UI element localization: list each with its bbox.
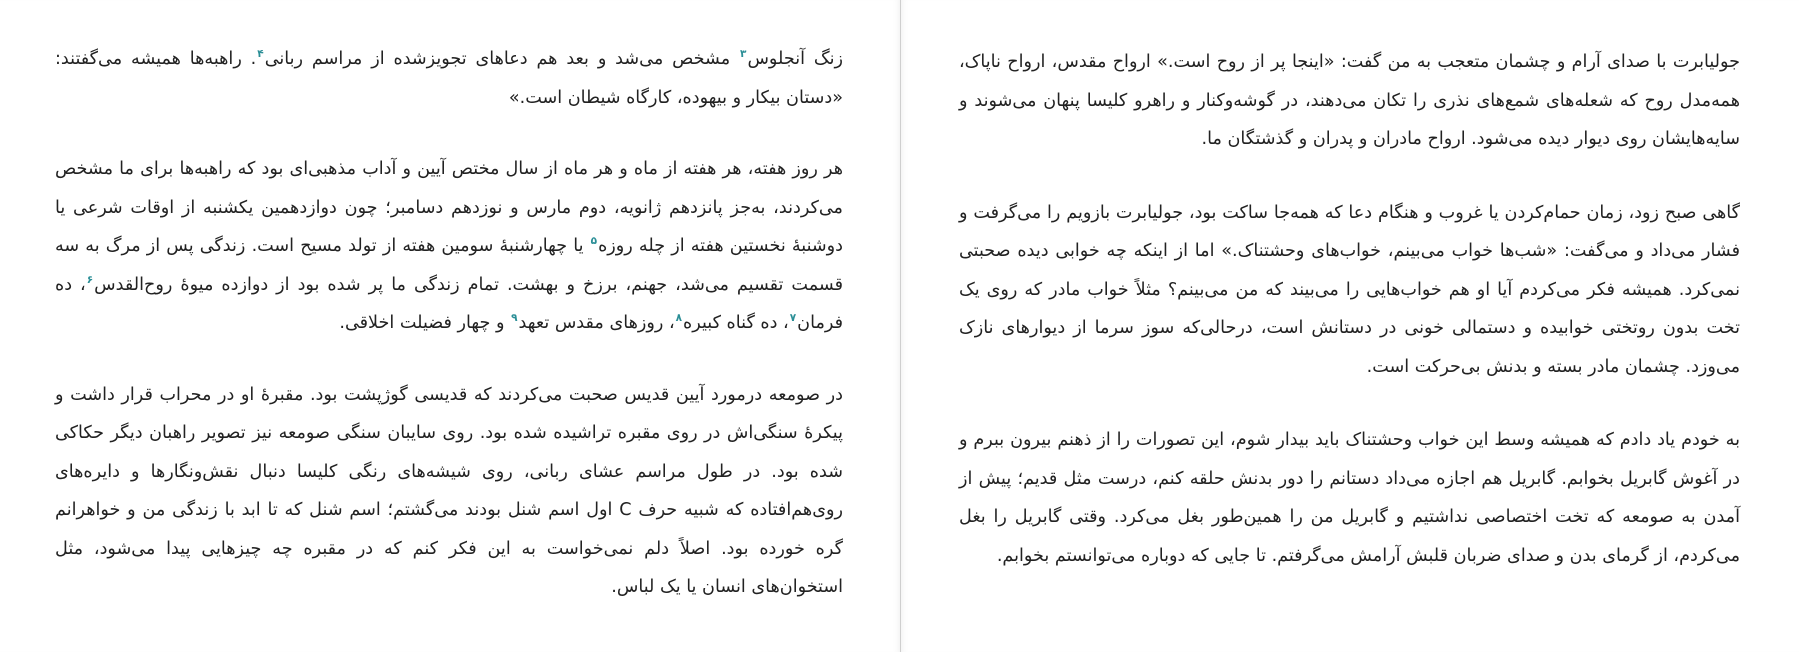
- paragraph-text: جولیابرت با صدای آرام و چشمان متعجب به من گفت: «اینجا پر از روح است.» ارواح مقدس، ارواح ناپاک، همه‌مدل روح که شعله‌های شمع‌های نذری را تکان می‌دهند، در گوشه‌وکنار و راهرو کلیسا پنهان می‌شوند و سایه‌هایشان روی دیوار دیده می‌شود. ارواح مادران و پدران و گذشتگان ما.: [959, 52, 1740, 149]
- footnote-marker: ۸: [675, 312, 683, 325]
- paragraph-text: در صومعه درمورد آیین قدیس صحبت می‌کردند که قدیسی گوژپشت بود. مقبرهٔ او در محراب قرار داشت و پیکرهٔ سنگی‌اش در روی مقبره تراشیده شده بود. روی سایبان سنگی صومعه نیز تصویر راهبان دیگر حکاکی شده بود. در طول مراسم عشای ربانی، روی شیشه‌های رنگی کلیسا دنبال نقش‌ونگارها و دایره‌های روی‌هم‌افتاده که شبیه حرف C اول اسم شنل بودند می‌گشتم؛ اسم شنل که تا ابد با زندگی من و خواهرانم گره خورده بود. اصلاً دلم نمی‌خواست به این فکر کنم که در مقبره چه چیزهایی پیدا می‌شود، مثل استخوان‌های انسان یا یک لباس.: [55, 384, 843, 597]
- paragraph-text: هر روز هفته، هر هفته از ماه و هر ماه از سال مختص آیین و آداب مذهبی‌ای بود که راهبه‌ها برای ما مشخص می‌کردند، به‌جز پانزدهم ژانویه، دوم مارس و نوزدهم دسامبر؛ چون دوازدهمین یکشنبه از اوقات شرعی یا دوشنبهٔ نخستین هفته از چله روزه: [55, 159, 843, 256]
- footnote-marker: ۷: [789, 312, 797, 325]
- footnote-marker: ۴: [257, 48, 264, 61]
- footnote-marker: ۶: [86, 273, 94, 286]
- paragraph: [55, 150, 843, 343]
- right-page: [901, 0, 1799, 652]
- paragraph: [959, 43, 1740, 159]
- paragraph-text: ، ده گناه کبیره: [683, 313, 789, 333]
- paragraph-text: زنگ آنجلوس: [747, 49, 843, 69]
- footnote-marker: ۵: [590, 235, 598, 248]
- paragraph-text: و چهار فضیلت اخلاقی.: [339, 313, 511, 333]
- paragraph-text: ، روزهای مقدس تعهد: [518, 313, 675, 333]
- footnote-marker: ۹: [511, 312, 518, 325]
- footnote-marker: ۳: [740, 48, 747, 61]
- paragraph: [959, 194, 1740, 387]
- paragraph-text: مشخص می‌شد و بعد هم دعاهای تجویزشده از مراسم ربانی: [264, 49, 740, 69]
- paragraph: [959, 421, 1740, 575]
- paragraph-text: یا چهارشنبهٔ سومین هفته از تولد مسیح است. زندگی پس از مرگ به سه قسمت تقسیم می‌شد، جهنم، برزخ و بهشت. تمام زندگی ما پر شده بود از دوازده میوهٔ روح‌القدس: [55, 236, 843, 295]
- paragraph-text: به خودم یاد دادم که همیشه وسط این خواب وحشتناک باید بیدار شوم، این تصورات را از ذهنم بیرون ببرم و در آغوش گابریل بخوابم. گابریل هم اجازه می‌داد دستانم را دور بدنش حلقه کنم، درست مثل قدیم؛ پیش از آمدن به صومعه که تخت اختصاصی نداشتیم و گابریل من را همین‌طور بغل می‌کرد. وقتی گابریل را بغل می‌کردم، از گرمای بدن و صدای ضربان قلبش آرامش می‌گرفتم. تا جایی که دوباره می‌توانستم بخوابم.: [959, 430, 1740, 566]
- paragraph-text: . راهبه‌ها همیشه می‌گفتند: «دستان بیکار و بیهوده، کارگاه شیطان است.»: [55, 49, 843, 108]
- paragraph: [55, 376, 843, 607]
- paragraph-text: ، ده فرمان: [55, 274, 843, 333]
- paragraph: [55, 40, 843, 117]
- paragraph-text: گاهی صبح زود، زمان حمام‌کردن یا غروب و هنگام دعا که همه‌جا ساکت بود، جولیابرت بازویم را می‌گرفت و فشار می‌داد و می‌گفت: «شب‌ها خواب می‌بینم، خواب‌های وحشتناک.» اما از اینکه چه خوابی دیده صحبتی نمی‌کرد. همیشه فکر می‌کردم آیا او هم خواب‌هایی را می‌بیند که من می‌بینم؟ مثلاً خواب مادر که روی یک تخت بدون روتختی خوابیده و دستمالی خونی در دستانش است، درحالی‌که سوز سرما از دیوارهای نازک می‌وزد. چشمان مادر بسته و بدنش بی‌حرکت است.: [959, 202, 1740, 377]
